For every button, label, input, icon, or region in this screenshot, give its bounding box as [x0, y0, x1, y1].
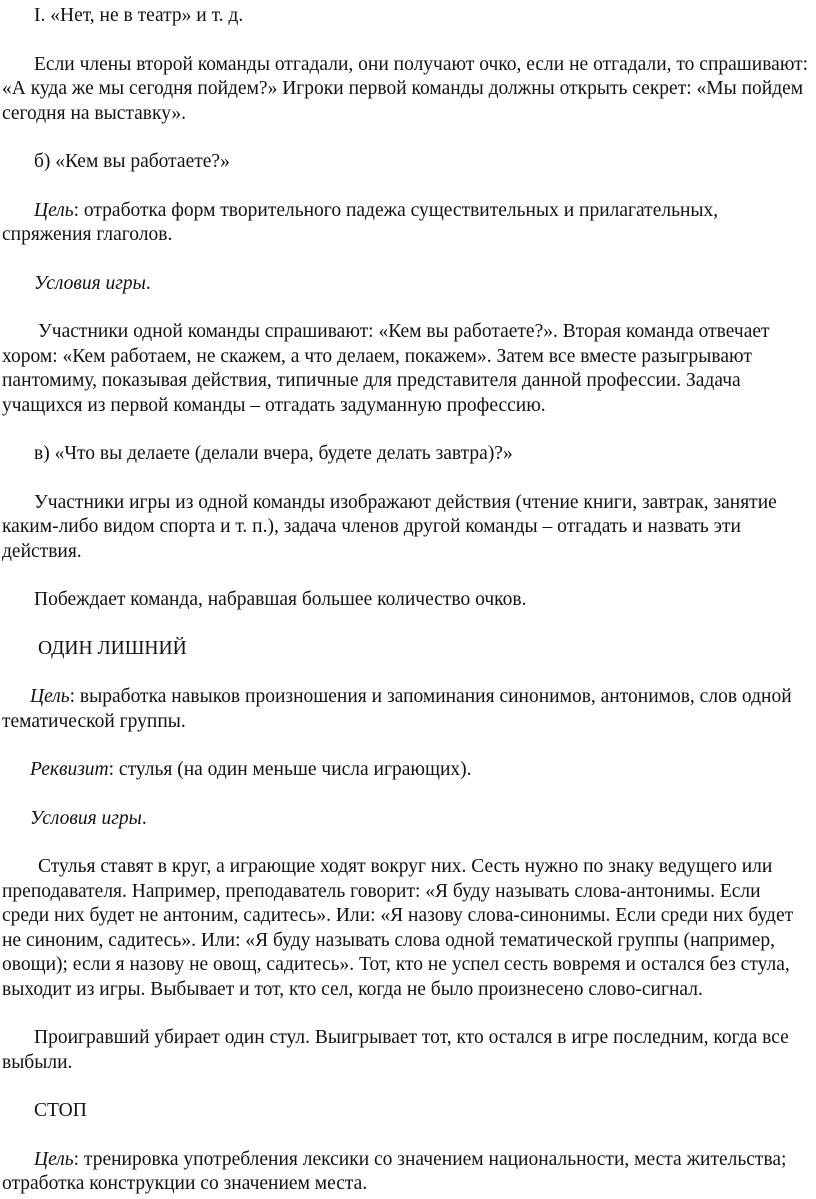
- goal-text: : выработка навыков произношения и запоминания синонимов, антонимов, слов одной тематической группы.: [2, 686, 792, 732]
- props-text: : стулья (на один меньше числа играющих).: [108, 759, 472, 780]
- label-goal: Цель: [34, 199, 74, 221]
- goal-text: : отработка форм творительного падежа существительных и прилагательных, спряжения глаголов.: [2, 199, 719, 245]
- label-rules: Условия игры: [34, 272, 146, 294]
- goal-text: : тренировка употребления лексики со значением национальности, места жительства; отработка конструкции со значением места.: [2, 1148, 787, 1194]
- paragraph-goal-stop: [2, 1148, 810, 1197]
- paragraph-intro: I. «Нет, не в театр» и т. д.: [34, 5, 244, 26]
- game-heading-profession: б) «Кем вы работаете?»: [34, 151, 230, 172]
- paragraph-rules-label: Условия игры.: [34, 272, 151, 294]
- paragraph-goal-odd-one-out: [2, 685, 810, 734]
- game-heading-stop: СТОП: [34, 1100, 87, 1121]
- paragraph-goal-profession: [2, 199, 810, 248]
- label-rules: Условия игры: [30, 807, 142, 829]
- paragraph-rules-label-2: Условия игры.: [30, 807, 147, 829]
- paragraph-actions: Участники игры из одной команды изображают действия (чтение книги, завтрак, занятие каким-либо видом спорта и т. п.), задача членов другой команды – отгадать и назвать эти действия.: [2, 491, 777, 562]
- label-goal: Цель: [34, 1148, 74, 1170]
- label-props: Реквизит: [30, 759, 109, 780]
- game-heading-odd-one-out: ОДИН ЛИШНИЙ: [38, 637, 187, 659]
- label-goal: Цель: [30, 686, 70, 707]
- game-heading-actions: в) «Что вы делаете (делали вчера, будете делать завтра)?»: [34, 443, 513, 464]
- paragraph-winner: Побеждает команда, набравшая большее количество очков.: [34, 589, 527, 610]
- paragraph-second-team: Если члены второй команды отгадали, они получают очко, если не отгадали, то спрашивают: «А куда же мы сегодня пойдем?» Игроки первой команды должны открыть секрет: «Мы пойдем сегодня на выставку».: [2, 53, 809, 124]
- paragraph-rules-odd-one-out: Стулья ставят в круг, а играющие ходят вокруг них. Сесть нужно по знаку ведущего или преподавателя. Например, преподаватель говорит: «Я буду называть слова-антонимы. Если среди них будет не антоним, садитесь». Или: «Я назову слова-синонимы. Если среди них будет не синоним, садитесь». Или: «Я буду называть слова одной тематической группы (например, овощи); если я назову не овощ, садитесь». Тот, кто не успел сесть вовремя и остался без стула, выходит из игры. Выбывает и тот, кто сел, когда не было произнесено слово-сигнал.: [2, 856, 794, 1000]
- paragraph-props: [2, 758, 810, 783]
- paragraph-loser: Проигравший убирает один стул. Выигрывает тот, кто остался в игре последним, когда все выбыли.: [2, 1027, 789, 1073]
- paragraph-rules-profession: Участники одной команды спрашивают: «Кем вы работаете?». Вторая команда отвечает хором: «Кем работаем, не скажем, а что делаем, покажем». Затем все вместе разыгрывают пантомиму, показывая действия, типичные для представителя данной профессии. Задача учащихся из первой команды – отгадать задуманную профессию.: [2, 321, 770, 416]
